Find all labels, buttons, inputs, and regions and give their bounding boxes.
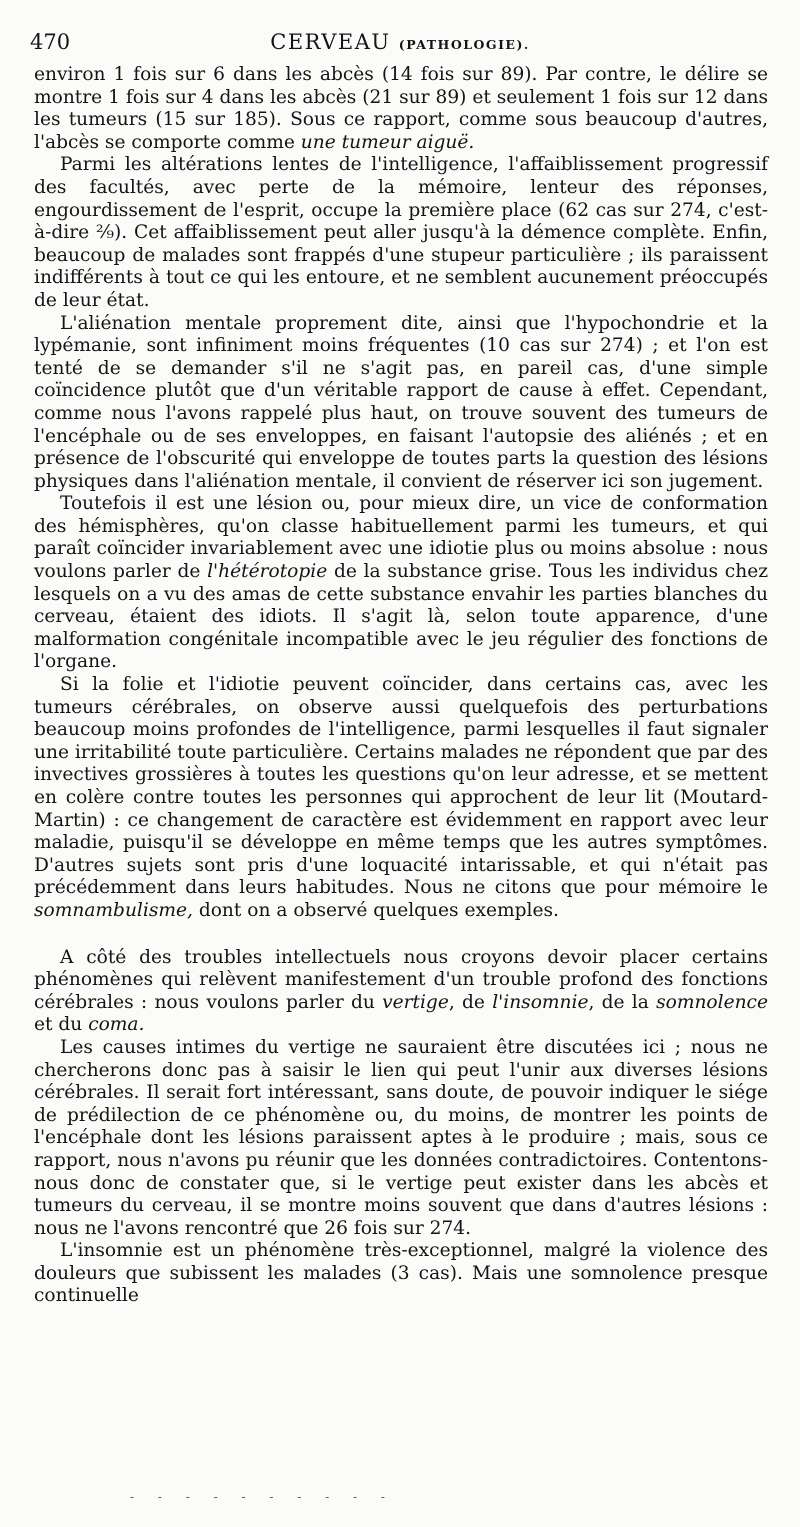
text-run: Si la folie et l'idiotie peuvent coïncider, dans certains cas, avec les tumeurs cérébrales, on observe aussi quelquefois des perturbations beaucoup moins profondes de l'intelligence, parmi lesquelles il faut signaler une irritabilité toute particulière. Certains malades ne répondent que par des invectives grossières à toutes les questions qu'on leur adresse, et se mettent en colère contre toutes les personnes qui approchent de leur lit (Moutard-Martin) : ce changement de caractère est évidemment en rapport avec leur maladie, puisqu'il se développe en même temps que les autres symptômes. D'autres sujets sont pris d'une loquacité intarissable, et qui n'était pas précédemment dans leurs habitudes. Nous ne citons que pour mémoire le <box>34 674 768 899</box>
running-title-main: CERVEAU <box>270 30 391 54</box>
paragraph <box>34 154 768 312</box>
text-run: , de <box>448 991 493 1013</box>
italic-term: somnambulisme, <box>34 899 193 921</box>
italic-term: coma. <box>88 1014 145 1036</box>
italic-term: somnolence <box>656 991 768 1013</box>
running-title-sub: (PATHOLOGIE). <box>398 37 530 52</box>
text-run: Les causes intimes du vertige ne sauraient être discutées ici ; nous ne chercherons donc pas à saisir le lien qui peut l'unir aux diverses lésions cérébrales. Il serait fort intéressant, sans doute, de pouvoir indiquer le siége de prédilection de ce phénomène ou, du moins, de montrer les points de l'encéphale dont les lésions paraissent aptes à le produire ; mais, sous ce rapport, nous n'avons pu réunir que les données contradictoires. Contentons-nous donc de constater que, si le vertige peut exister dans les abcès et tumeurs du cerveau, il se montre moins souvent que dans d'autres lésions : nous ne l'avons rencontré que 26 fois sur 274. <box>34 1036 768 1239</box>
paragraph <box>34 947 768 1037</box>
text-run: L'insomnie est un phénomène très-exceptionnel, malgré la violence des douleurs que subissent les malades (3 cas). Mais une somnolence presque continuelle <box>34 1240 768 1307</box>
running-header <box>30 26 770 62</box>
running-title <box>30 30 770 54</box>
body-text <box>34 64 768 1308</box>
text-run: , de la <box>588 991 657 1013</box>
footer-marks: - - - - - - - - - - <box>130 1490 395 1504</box>
text-run: de la substance grise. Tous les individus chez lesquels on a vu des amas de cette substance envahir les parties blanches du cerveau, étaient des idiots. Il s'agit là, selon toute apparence, d'une malformation congénitale incompatible avec le jeu régulier des fonctions de l'organe. <box>34 561 768 673</box>
text-run: A côté des troubles intellectuels nous croyons devoir placer certains phénomènes qui relèvent manifestement d'un trouble profond des fonctions cérébrales : nous voulons parler du <box>34 946 768 1013</box>
italic-term: l'insomnie <box>492 991 589 1013</box>
italic-term: vertige <box>382 991 449 1013</box>
text-run: L'aliénation mentale proprement dite, ainsi que l'hypochondrie et la lypémanie, sont infiniment moins fréquentes (10 cas sur 274) ; et l'on est tenté de se demander s'il ne s'agit pas, en pareil cas, d'une simple coïncidence plutôt que d'un véritable rapport de cause à effet. Cependant, comme nous l'avons rappelé plus haut, on trouve souvent des tumeurs de l'encéphale ou de ses enveloppes, en faisant l'autopsie des aliénés ; et en présence de l'obscurité qui enveloppe de toutes parts la question des lésions physiques dans l'aliénation mentale, il convient de réserver ici son jugement. <box>34 312 768 492</box>
text-run: et du <box>34 1014 89 1036</box>
paragraph <box>34 313 768 494</box>
paragraph <box>34 674 768 923</box>
text-run: Toutefois il est une lésion ou, pour mieux dire, un vice de conformation des hémisphères, qu'on classe habituellement parmi les tumeurs, et qui paraît coïncider invariablement avec une idiotie plus ou moins absolue : nous voulons parler de <box>34 493 768 583</box>
paragraph <box>34 1037 768 1240</box>
text-run: dont on a observé quelques exemples. <box>192 899 559 921</box>
paragraph <box>34 1240 768 1308</box>
paragraph <box>34 493 768 674</box>
italic-term: une tumeur aiguë. <box>300 131 475 153</box>
italic-term: l'hétérotopie <box>207 561 328 583</box>
text-run: Parmi les altérations lentes de l'intelligence, l'affaiblissement progressif des facultés, avec perte de la mémoire, lenteur des réponses, engourdissement de l'esprit, occupe la première place (62 cas sur 274, c'est-à-dire ²⁄₉). Cet affaiblissement peut aller jusqu'à la démence complète. Enfin, beaucoup de malades sont frappés d'une stupeur particulière ; ils paraissent indifférents à tout ce qui les entoure, et ne semblent aucunement préoccupés de leur état. <box>34 154 768 311</box>
text-run: environ 1 fois sur 6 dans les abcès (14 fois sur 89). Par contre, le délire se montre 1 fois sur 4 dans les abcès (21 sur 89) et seulement 1 fois sur 12 dans les tumeurs (15 sur 185). Sous ce rapport, comme sous beaucoup d'autres, l'abcès se comporte comme <box>34 64 768 153</box>
paragraph <box>34 64 768 154</box>
page-number: 470 <box>30 30 71 54</box>
